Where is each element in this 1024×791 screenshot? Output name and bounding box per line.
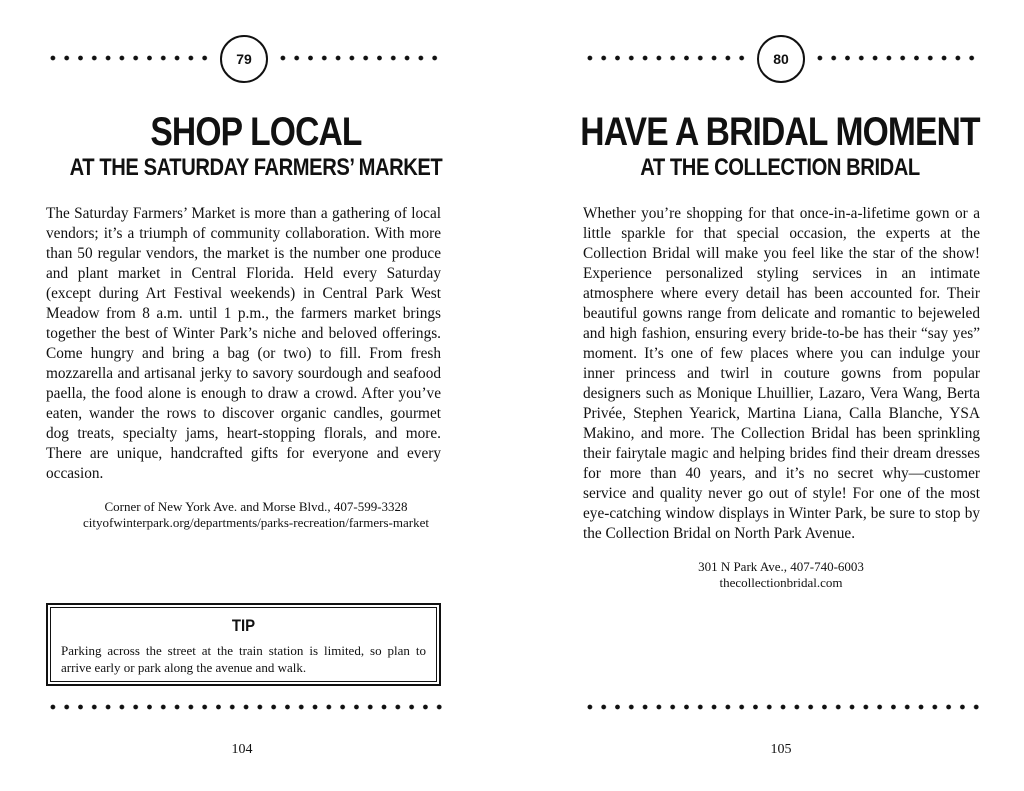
page-subtitle: AT THE SATURDAY FARMERS’ MARKET: [69, 154, 443, 181]
chapter-number-badge: [757, 35, 805, 83]
body-paragraph: Whether you’re shopping for that once-in-a-lifetime gown or a little sparkle for that special occasion, the experts at the Collection Bridal will make you feel like the star of the show! Experience personalized styling services in an intimate atmosphere where every detail has been accounted for. Their beautiful gowns range from delicate and romantic to bejeweled and high fashion, ensuring every bride-to-be has their “say yes” moment. It’s one of few places where you can indulge your inner princess and twirl in couture gowns from popular designers such as Monique Lhuillier, Lazaro, Vera Wang, Berta Privée, Stephen Yearick, Martina Liana, Calla Blanche, YSA Makino, and more. The Collection Bridal has been sprinkling their fairytale magic and helping brides find their dream dresses for more than 40 years, and it’s no secret why—customer service and quality never go out of style! For one of the most eye-catching window displays in Winter Park, be sure to stop by the Collection Bridal on North Park Avenue.: [583, 205, 980, 542]
tip-text: Parking across the street at the train station is limited, so plan to arrive early or park along the avenue and walk.: [61, 643, 426, 675]
contact-website: thecollectionbridal.com: [719, 575, 843, 590]
contact-address: 301 N Park Ave., 407-740-6003: [698, 559, 864, 574]
chapter-number: 79: [236, 51, 252, 67]
body-paragraph: The Saturday Farmers’ Market is more than a gathering of local vendors; it’s a triumph of community collaboration. With more than 50 regular vendors, the market is the number one produce and plant market in Central Florida. Held every Saturday (except during Art Festival weekends) in Central Park West Meadow from 8 a.m. until 1 p.m., the farmers market brings together the best of Winter Park’s niche and beloved offerings. Come hungry and bring a bag (or two) to fill. From fresh mozzarella and artisanal jerky to savory sourdough and seafood paella, the food alone is enough to draw a crowd. After you’ve eaten, wander the rows to discover organic candles, gourmet dog treats, specialty jams, heart-stopping florals, and more. There are unique, handcrafted gifts for everyone and every occasion.: [46, 205, 441, 482]
tip-box-inner: [50, 607, 437, 682]
tip-heading: TIP: [231, 616, 256, 635]
page-number: 104: [231, 742, 253, 757]
right-page: [512, 0, 1024, 791]
tip-box: [46, 603, 441, 686]
chapter-number-badge: [220, 35, 268, 83]
chapter-number: 80: [773, 51, 789, 67]
page-title: SHOP LOCAL: [150, 110, 362, 154]
page-title: HAVE A BRIDAL MOMENT: [580, 110, 980, 154]
top-dotted-rule-right: [813, 55, 983, 61]
top-dotted-rule-left: [46, 55, 216, 61]
contact-website: cityofwinterpark.org/departments/parks-recreation/farmers-market: [83, 515, 429, 530]
page-number: 105: [770, 742, 792, 757]
bottom-dotted-rule: [46, 704, 444, 710]
top-dotted-rule-right: [276, 55, 444, 61]
contact-address: Corner of New York Ave. and Morse Blvd., 407-599-3328: [104, 499, 408, 514]
bottom-dotted-rule: [583, 704, 983, 710]
top-dotted-rule-left: [583, 55, 753, 61]
page-subtitle: AT THE COLLECTION BRIDAL: [640, 154, 920, 181]
